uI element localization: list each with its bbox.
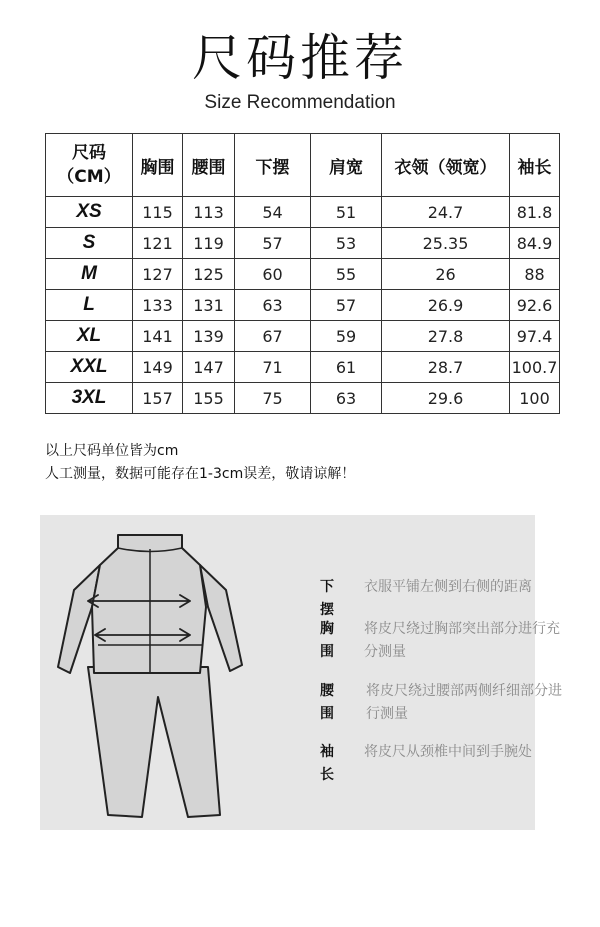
table-cell: 115 xyxy=(133,197,183,228)
table-cell: 97.4 xyxy=(510,321,560,352)
size-table xyxy=(45,133,560,414)
table-row xyxy=(46,228,560,259)
legend-key: 袖长 xyxy=(320,744,334,783)
error-note: 人工测量，数据可能存在1-3cm误差，敬请谅解！ xyxy=(45,466,356,482)
col-header-collar: 衣领（领宽） xyxy=(382,134,510,197)
table-cell: 24.7 xyxy=(382,197,510,228)
col-header-waist: 腰围 xyxy=(183,134,235,197)
garment-diagram xyxy=(40,515,250,825)
table-cell: 100.7 xyxy=(510,352,560,383)
table-header-row xyxy=(46,134,560,197)
table-cell: 63 xyxy=(311,383,382,414)
table-cell: 61 xyxy=(311,352,382,383)
table-cell: 88 xyxy=(510,259,560,290)
legend-key: 胸围 xyxy=(320,621,334,660)
col-header-shoulder: 肩宽 xyxy=(311,134,382,197)
table-cell: 84.9 xyxy=(510,228,560,259)
legend-key: 腰围 xyxy=(320,683,334,722)
table-cell: 133 xyxy=(133,290,183,321)
table-cell: 57 xyxy=(235,228,311,259)
table-cell: 60 xyxy=(235,259,311,290)
table-cell: 139 xyxy=(183,321,235,352)
unit-note: 以上尺码单位皆为cm xyxy=(45,443,179,459)
table-cell: 119 xyxy=(183,228,235,259)
size-cell: S xyxy=(46,228,133,259)
table-cell: 29.6 xyxy=(382,383,510,414)
size-cell: XS xyxy=(46,197,133,228)
table-cell: 127 xyxy=(133,259,183,290)
right-sleeve-shape xyxy=(200,565,242,671)
table-row xyxy=(46,321,560,352)
table-cell: 121 xyxy=(133,228,183,259)
size-cell: XL xyxy=(46,321,133,352)
legend-desc: 衣服平铺左侧到右侧的距离 xyxy=(364,579,532,595)
table-cell: 54 xyxy=(235,197,311,228)
table-row xyxy=(46,352,560,383)
table-cell: 27.8 xyxy=(382,321,510,352)
legend-desc: 将皮尺绕过腰部两侧纤细部分进行测量 xyxy=(366,683,562,722)
table-cell: 149 xyxy=(133,352,183,383)
table-cell: 51 xyxy=(311,197,382,228)
table-cell: 100 xyxy=(510,383,560,414)
size-cell: M xyxy=(46,259,133,290)
table-cell: 125 xyxy=(183,259,235,290)
table-cell: 141 xyxy=(133,321,183,352)
table-cell: 67 xyxy=(235,321,311,352)
table-cell: 131 xyxy=(183,290,235,321)
table-cell: 155 xyxy=(183,383,235,414)
page-subtitle: Size Recommendation xyxy=(204,92,396,113)
table-cell: 28.7 xyxy=(382,352,510,383)
table-row xyxy=(46,383,560,414)
col-header-hem: 下摆 xyxy=(235,134,311,197)
table-cell: 81.8 xyxy=(510,197,560,228)
page-title: 尺码推荐 xyxy=(192,29,408,87)
table-cell: 75 xyxy=(235,383,311,414)
table-cell: 71 xyxy=(235,352,311,383)
size-cell: L xyxy=(46,290,133,321)
legend-desc: 将皮尺绕过胸部突出部分进行充分测量 xyxy=(364,621,560,660)
table-cell: 26 xyxy=(382,259,510,290)
table-cell: 26.9 xyxy=(382,290,510,321)
table-row xyxy=(46,290,560,321)
size-cell: 3XL xyxy=(46,383,133,414)
table-cell: 147 xyxy=(183,352,235,383)
table-cell: 55 xyxy=(311,259,382,290)
size-cell: XXL xyxy=(46,352,133,383)
pants-shape xyxy=(88,667,220,817)
measurement-panel xyxy=(40,515,562,830)
legend-desc: 将皮尺从颈椎中间到手腕处 xyxy=(364,744,532,760)
legend-key: 下摆 xyxy=(320,579,334,618)
table-cell: 25.35 xyxy=(382,228,510,259)
col-header-sleeve: 袖长 xyxy=(510,134,560,197)
table-cell: 57 xyxy=(311,290,382,321)
table-row xyxy=(46,197,560,228)
table-cell: 113 xyxy=(183,197,235,228)
table-cell: 157 xyxy=(133,383,183,414)
jacket-shape xyxy=(92,535,206,673)
table-cell: 53 xyxy=(311,228,382,259)
col-header-size: 尺码 （CM） xyxy=(46,134,133,197)
table-cell: 92.6 xyxy=(510,290,560,321)
table-cell: 63 xyxy=(235,290,311,321)
table-cell: 59 xyxy=(311,321,382,352)
col-header-chest: 胸围 xyxy=(133,134,183,197)
table-row xyxy=(46,259,560,290)
